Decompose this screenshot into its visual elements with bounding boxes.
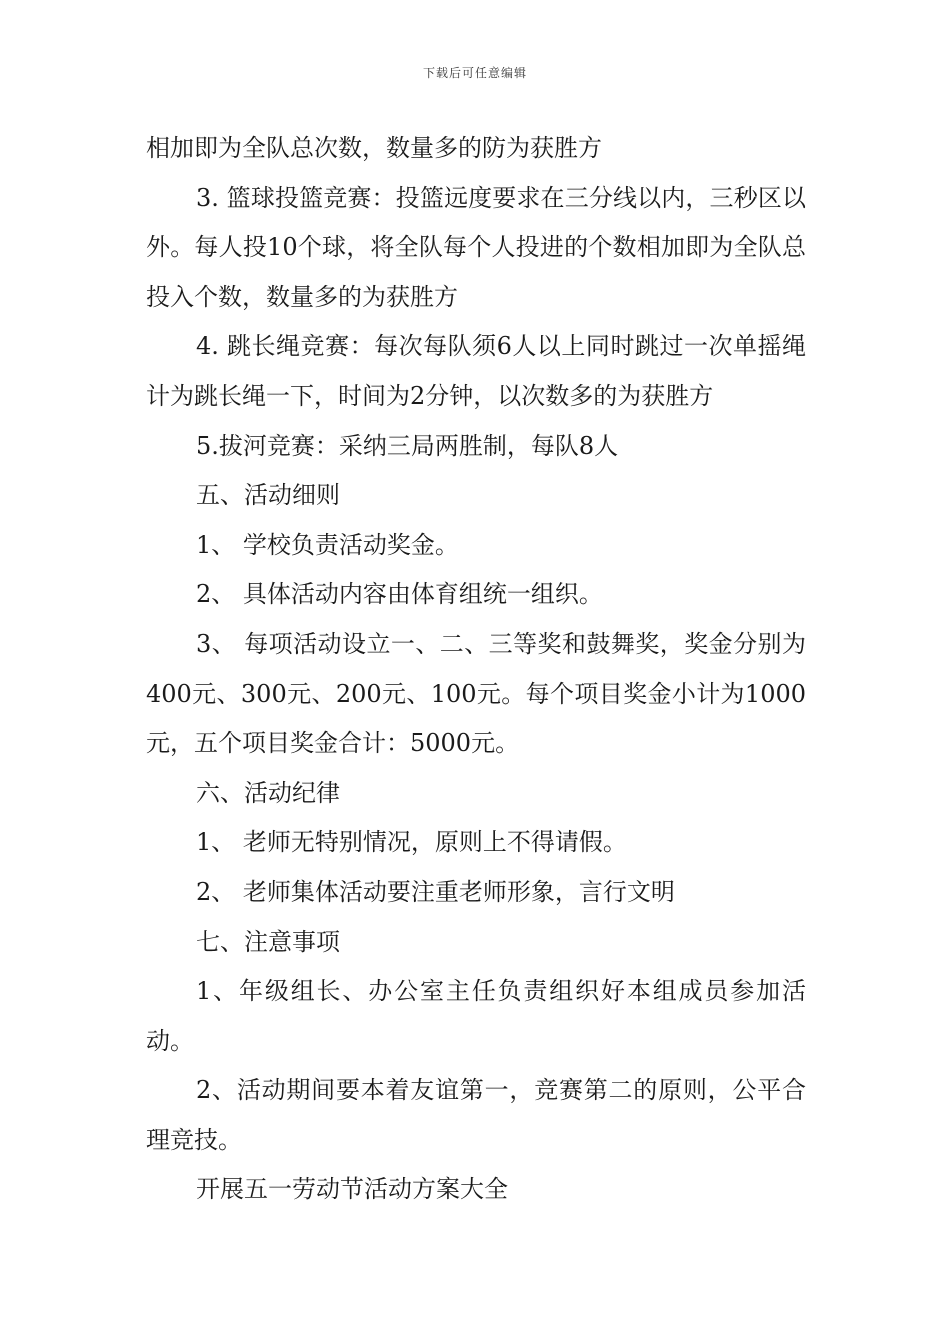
list-item: 2、活动期间要本着友谊第一，竞赛第二的原则，公平合理竞技。 bbox=[146, 1076, 806, 1154]
paragraph: 4. 跳长绳竞赛：每次每队须6人以上同时跳过一次单摇绳计为跳长绳一下，时间为2分钟，以次数多的为获胜方 bbox=[146, 332, 806, 410]
list-item: 2、 老师集体活动要注重老师形象，言行文明 bbox=[196, 877, 675, 906]
list-item: 1、年级组长、办公室主任负责组织好本组成员参加活动。 bbox=[146, 977, 806, 1055]
section-heading: 五、活动细则 bbox=[196, 481, 340, 510]
paragraph: 3. 篮球投篮竞赛：投篮远度要求在三分线以内，三秒区以外。每人投10个球，将全队每个人投进的个数相加即为全队总投入个数，数量多的为获胜方 bbox=[146, 183, 806, 311]
document-body bbox=[146, 124, 806, 1215]
list-item: 1、 老师无特别情况，原则上不得请假。 bbox=[196, 828, 627, 857]
section-heading: 七、注意事项 bbox=[196, 927, 340, 956]
paragraph: 相加即为全队总次数，数量多的防为获胜方 bbox=[146, 134, 602, 162]
page-header: 下载后可任意编辑 bbox=[422, 66, 527, 80]
list-item: 3、 每项活动设立一、二、三等奖和鼓舞奖，奖金分别为400元、300元、200元、100元。每个项目奖金小计为1000元，五个项目奖金合计：5000元。 bbox=[146, 629, 806, 758]
document-title: 开展五一劳动节活动方案大全 bbox=[196, 1175, 508, 1204]
section-heading: 六、活动纪律 bbox=[196, 778, 340, 807]
list-item: 2、 具体活动内容由体育组统一组织。 bbox=[196, 580, 603, 609]
list-item: 1、 学校负责活动奖金。 bbox=[196, 530, 459, 559]
paragraph: 5.拔河竞赛：采纳三局两胜制，每队8人 bbox=[196, 431, 619, 460]
